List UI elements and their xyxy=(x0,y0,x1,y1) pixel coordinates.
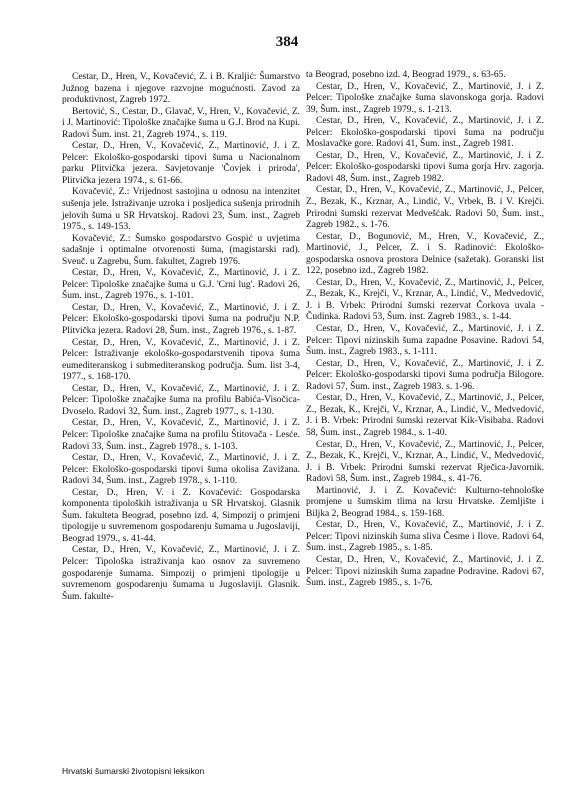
bibliography-entry: Cestar, D., Hren, V., Kovačević, Z., Martinović, J. i Z. Pelcer: Tipološke značajke šuma slavonskoga gorja. Radovi 39, Šum. inst., Zagreb 1979., s. 1-213. xyxy=(306,81,544,115)
footer: Hrvatski šumarski životopisni leksikon xyxy=(62,766,205,776)
bibliography-entry: Cestar, D., Hren, V., Kovačević, Z., Martinović, J. i Z. Pelcer: Tipološke značajke šuma u G.J. 'Crni lug'. Radovi 26, Šum. inst., Zagreb 1976., s. 1-101. xyxy=(62,268,300,302)
bibliography-entry: Cestar, D., Hren, V., Kovačević, Z., Martinović, J. i Z. Pelcer: Tipovi nizinskih šuma sliva Česme i Ilove. Radovi 64, Šum. inst., Zagreb 1985., s. 1-85. xyxy=(306,520,544,554)
left-column xyxy=(62,72,300,603)
bibliography-entry: Cestar, D., Hren, V., Kovačević, Z., Martinović, J. i Z. Pelcer: Tipovi nizinskih šuma zapadne Podravine. Radovi 67, Šum. inst., Zagreb 1985., s. 1-76. xyxy=(306,554,544,589)
bibliography-entry: Cestar, D., Hren, V., Kovačević, Z., Martinović, J. i Z. Pelcer: Tipološka istraživanja kao osnov za suvremeno gospodarenje šumama. Simpozij o primjeni tipologije u suvremenom gospodarenju šumama u Jugoslaviji. Glasnik. Šum. fakulte- xyxy=(62,545,300,602)
bibliography-entry: Cestar, D., Hren, V., Kovačević, Z., Martinović, J. i Z. Pelcer: Istraživanje ekološko-gospodarstvenih tipova šuma eumediteranskog i submediteranskog područja. Šum. list 3-4, 1977., s. 168-170. xyxy=(62,337,300,383)
bibliography-entry: ta Beograd, posebno izd. 4, Beograd 1979., s. 63-65. xyxy=(306,70,506,80)
bibliography-entry: Kovačević, Z.: Šumsko gospodarstvo Gospić u uvjetima sadašnje i optimalne otvorenosti šuma, (magistarski rad). Sveuč. u Zagrebu, Šum. fakultet, Zagreb 1976. xyxy=(62,233,300,267)
bibliography-entry: Cestar, D., Hren, V., Kovačević, Z. i B. Kraljić: Šumarstvo Južnog bazena i njegove razvojne mogućnosti. Zavod za produktivnost, Zagreb 1972. xyxy=(62,72,300,106)
bibliography-entry: Cestar, D., Hren, V., Kovačević, Z., Martinović, J. i Z. Pelcer: Ekološko-gospodarski tipovi šuma okolisa Zavižana. Radovi 34, Šum. inst., Zagreb 1978., s. 1-110. xyxy=(62,453,300,487)
bibliography-entry: Cestar, D., Hren, V., Kovačević, Z., Martinović, J. i Z. Pelcer: Tipološke značajke šuma na profilu Babića-Visočica-Dvoselo. Radovi 32, Šum. inst., Zagreb 1977., s. 1-130. xyxy=(62,383,300,417)
bibliography-entry: Cestar, D., Hren, V., Kovačević, Z., Martinović, J., Pelcer, Z., Bezak, K., Krznar, A., Lindić, V., Vrbek, B. i V. Krejči. Prirodni šumski rezervat Medvešćak. Radovi 50, Šum. inst., Zagreb 1982., s. 1-76. xyxy=(306,185,544,231)
bibliography-entry: Cestar, D., Hren, V., Kovačević, Z., Martinović, J., Pelcer, Z., Bezak, K., Krejči, V., Krznar, A., Lindić, V., Medvedović, J. i B. Vrbek: Prirodni šumski rezervat Kik-Visibaba. Radovi 58, Šum. inst., Zagreb 1984., s. 1-40. xyxy=(306,393,544,438)
bibliography-entry: Cestar, D., Hren, V., Kovačević, Z., Martinović, J. i Z. Pelcer: Tipovi nizinskih šuma zapadne Posavine. Radovi 54, Šum. inst., Zagreb 1983., s. 1-111. xyxy=(306,324,544,358)
bibliography-entry: Cestar, D., Bogunović, M., Hren, V., Kovačević, Z., Martinović, J., Pelcer, Z. i S. Radinović: Ekološko-gospodarska osnova prostora Delnice (sažetak). Goranski list 122, posebno izd., Zagreb 1982. xyxy=(306,231,544,277)
bibliography-entry: Cestar, D., Hren, V., Kovačević, Z., Martinović, J. i Z. Pelcer: Ekološko-gospodarski tipovi šuma na području Moslavačke gore. Radovi 41, Šum. inst., Zagreb 1981. xyxy=(306,116,544,150)
bibliography-entry: Martinović, J. i Z. Kovačević: Kulturno-tehnološke promjene u šumskim tlima na krsu Hrvatske. Zemljište i Biljka 2, Beograd 1984., s. 159-168. xyxy=(306,485,544,519)
bibliography-entry: Cestar, D., Hren, V., Kovačević, Z., Martinović, J. i Z. Pelcer: Ekološko-gospodarski tipovi šuma na području N.P. Plitvička jezera. Radovi 28, Šum. inst., Zagreb 1976., s. 1-87. xyxy=(62,302,300,337)
bibliography-entry: Bertović, S., Cestar, D., Glavač, V., Hren, V., Kovačević, Z. i J. Martinović: Tipološke značajke šuma u G.J. Brod na Kupi. Radovi Šum. inst. 21, Zagreb 1974., s. 119. xyxy=(62,106,300,140)
bibliography-entry: Kovačević, Z.: Vrijednost sastojina u odnosu na intenzitet sušenja jele. Istraživanje uzroka i posljedica sušenja prirodnih jelovih šuma u SR Hrvatskoj. Radovi 23, Šum. inst., Zagreb 1975., s. 149-153. xyxy=(62,187,300,233)
bibliography-entry: Cestar, D., Hren, V. i Z. Kovačević: Gospodarska komponenta tipoloških istraživanja u SR Hrvatskoj. Glasnik Šum. fakulteta Beograd, posebno izd. 4, Simpozij o primjeni tipologije u suvremenom gospodarenju šumama u Jugoslaviji, Beograd 1979., s. 41-44. xyxy=(62,487,300,544)
bibliography-entry: Cestar, D., Hren, V., Kovačević, Z., Martinović, J., Pelcer, Z., Bezak, K., Krejči, V., Krznar, A., Lindić, V., Medvedović, J. i B. Vrbek: Prirodni šumski rezervat Čorkova uvala - Čudinka. Radovi 53, Šum. inst. Zagreb 1983., s. 1-44. xyxy=(306,277,544,323)
bibliography-entry: Cestar, D., Hren, V., Kovačević, Z., Martinović, J. i Z. Pelcer: Ekološko-gospodarski tipovi šuma u Nacionalnom parku Plitvička jezera. Savjetovanje 'Čovjek i priroda', Plitvička jezera 1974., s. 61-66. xyxy=(62,141,300,186)
bibliography-entry: Cestar, D., Hren, V., Kovačević, Z., Martinović, J., Pelcer, Z., Bezak, K., Krejči, V., Krznar, A., Lindić, V., Medvedović, J. i B. Vrbek: Prirodni šumski rezervat Rječica-Javornik. Radovi 58, Šum. inst., Zagreb 1984., s. 41-76. xyxy=(306,439,544,485)
right-column xyxy=(306,70,544,590)
bibliography-entry: Cestar, D., Hren, V., Kovačević, Z., Martinović, J. i Z. Pelcer: Tipološke značajke šuma na profilu Štitovača - Lesće. Radovi 33, Šum. inst., Zagreb 1978., s. 1-103. xyxy=(62,418,300,452)
bibliography-entry: Cestar, D., Hren, V., Kovačević, Z., Martinović, J. i Z. Pelcer: Ekološko-gospodarski tipovi šuma područja Bilogore. Radovi 57, Šum. inst., Zagreb 1983. s. 1-96. xyxy=(306,358,544,392)
page-number: 384 xyxy=(275,34,299,50)
bibliography-entry: Cestar, D., Hren, V., Kovačević, Z., Martinović, J. i Z. Pelcer: Ekološko-gospodarski tipovi šuma gorja Hrv. zagorja. Radovi 48, Šum. inst., Zagreb 1982. xyxy=(306,150,544,184)
